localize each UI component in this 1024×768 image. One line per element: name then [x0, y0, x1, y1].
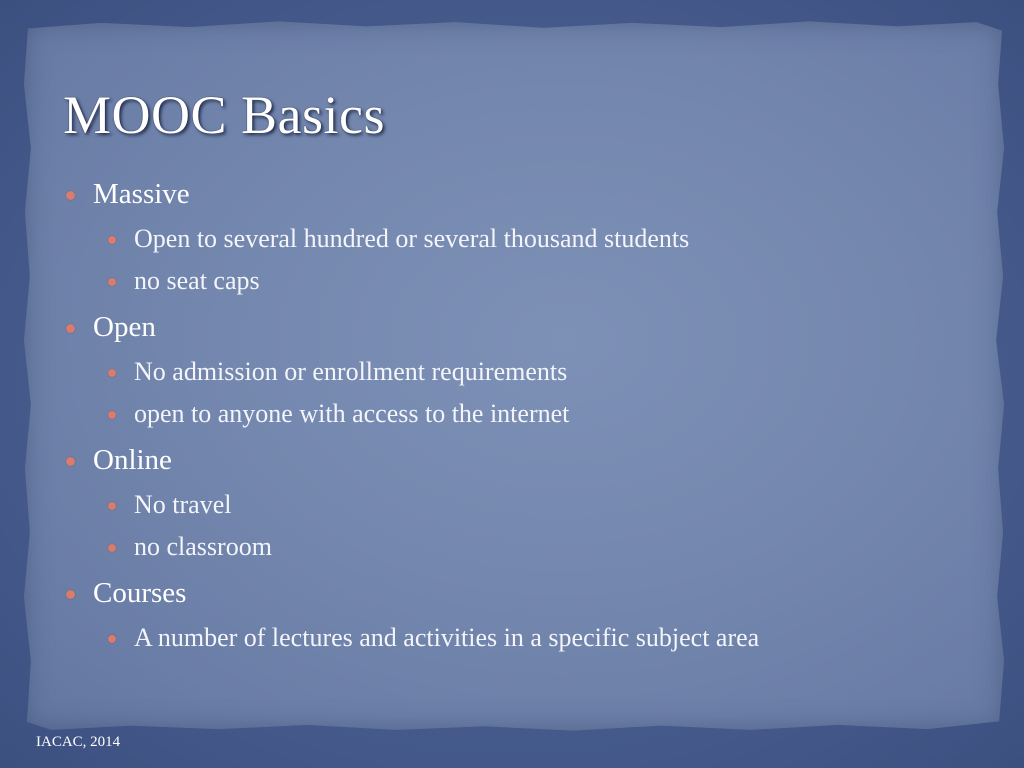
- bullet-heading: Open: [93, 311, 156, 343]
- sub-bullet: [134, 357, 567, 387]
- sub-bullet-text: No admission or enrollment requirements: [134, 357, 568, 386]
- bullet-dot-icon: [108, 278, 116, 286]
- bullet-dot-icon: [66, 191, 75, 200]
- bullet-dot-icon: [108, 369, 116, 377]
- slide-title: MOOC Basics: [63, 85, 386, 145]
- sub-bullet: [134, 490, 231, 520]
- bullet-dot-icon: [108, 544, 116, 552]
- sub-bullet-text: Open to several hundred or several thousand students: [134, 224, 690, 253]
- bullet-dot-icon: [66, 590, 75, 599]
- bullet-heading: Massive: [93, 178, 190, 210]
- bullet-open: [93, 311, 156, 344]
- sub-bullet: [134, 266, 260, 296]
- bullet-dot-icon: [108, 236, 116, 244]
- sub-bullet-text: no seat caps: [134, 266, 260, 295]
- bullet-courses: [93, 577, 186, 610]
- sub-bullet: [134, 224, 689, 254]
- bullet-heading: Courses: [93, 577, 187, 609]
- bullet-dot-icon: [108, 411, 116, 419]
- slide-footer: IACAC, 2014: [36, 734, 121, 750]
- bullet-dot-icon: [66, 457, 75, 466]
- bullet-heading: Online: [93, 444, 172, 476]
- sub-bullet: [134, 532, 272, 562]
- sub-bullet-text: no classroom: [134, 532, 272, 561]
- bullet-online: [93, 444, 172, 477]
- bullet-dot-icon: [108, 635, 116, 643]
- sub-bullet: [134, 623, 759, 653]
- sub-bullet-text: A number of lectures and activities in a specific subject area: [134, 623, 760, 652]
- bullet-dot-icon: [108, 502, 116, 510]
- sub-bullet-text: open to anyone with access to the internet: [134, 399, 570, 428]
- sub-bullet-text: No travel: [134, 490, 232, 519]
- bullet-massive: [93, 178, 190, 211]
- sub-bullet: [134, 399, 569, 429]
- bullet-dot-icon: [66, 324, 75, 333]
